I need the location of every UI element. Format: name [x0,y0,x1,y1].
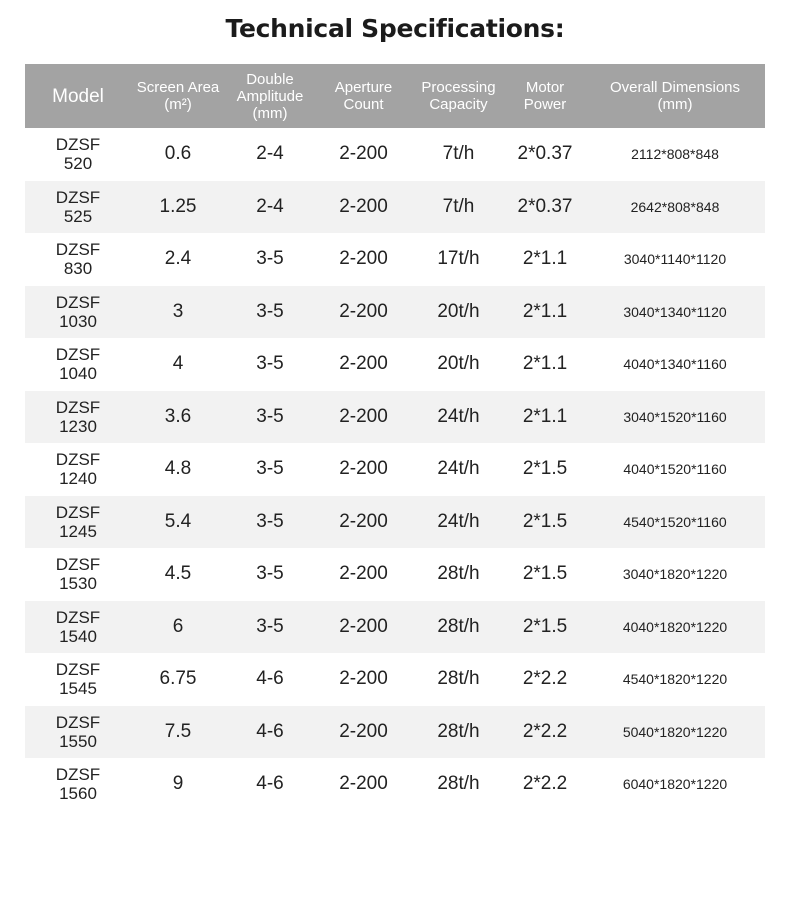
table-row [25,391,765,444]
cell-model [25,548,131,601]
cell-double-amplitude: 4-6 [225,706,315,759]
cell-processing-capacity: 28t/h [437,773,480,795]
cell-processing-capacity: 20t/h [437,353,480,375]
table-row [25,548,765,601]
header-line: Processing [421,79,496,96]
cell-screen-area: 3.6 [131,391,225,444]
model-line: DZSF [55,660,101,680]
cell-motor-power: 2*1.1 [522,248,568,270]
cell-double-amplitude: 3-5 [256,563,284,585]
model-line: 525 [63,206,93,226]
table-row [25,758,765,811]
cell-overall-dimensions: 3040*1340*1120 [585,286,765,339]
table-row [25,706,765,759]
cell-double-amplitude: 3-5 [256,248,284,270]
cell-double-amplitude: 3-5 [225,496,315,549]
model-line: DZSF [55,502,101,522]
cell-aperture-count: 2-200 [339,248,388,270]
cell-screen-area: 7.5 [131,706,225,759]
table-row [25,601,765,654]
model-line: 1545 [59,679,97,699]
cell-processing-capacity: 28t/h [437,563,480,585]
header-line: (mm) [252,104,288,122]
cell-double-amplitude: 2-4 [225,181,315,234]
model-line: DZSF [55,765,101,785]
header-line: (mm) [657,96,693,113]
col-header-motor-power [505,64,585,128]
cell-double-amplitude: 4-6 [256,773,284,795]
col-header-model [25,64,131,128]
cell-aperture-count: 2-200 [315,181,412,234]
cell-aperture-count: 2-200 [339,458,388,480]
cell-overall-dimensions: 3040*1520*1160 [585,391,765,444]
cell-double-amplitude: 3-5 [225,601,315,654]
header-row [25,64,765,128]
table-row [25,496,765,549]
header-line: Capacity [429,96,488,113]
model-line: 1040 [59,364,97,384]
cell-processing-capacity: 20t/h [412,286,505,339]
header-line: Aperture [334,79,393,96]
cell-motor-power: 2*1.1 [505,391,585,444]
model-line: DZSF [55,450,101,470]
col-header-double-amplitude [225,64,315,128]
cell-model [25,181,131,234]
cell-screen-area: 6 [131,601,225,654]
cell-processing-capacity: 24t/h [412,391,505,444]
cell-overall-dimensions: 3040*1140*1120 [623,251,727,268]
model-line: DZSF [55,397,101,417]
cell-aperture-count: 2-200 [315,286,412,339]
cell-processing-capacity: 28t/h [437,668,480,690]
header-line: Motor [525,79,565,96]
header-line: Overall Dimensions [609,79,741,96]
header-line: Screen Area [136,79,220,96]
col-header-aperture-count [315,64,412,128]
table-row [25,443,765,496]
table-row [25,286,765,339]
model-line: 520 [63,154,93,174]
model-line: 1550 [59,731,97,751]
cell-double-amplitude: 3-5 [256,353,284,375]
cell-screen-area: 1.25 [131,181,225,234]
cell-overall-dimensions: 6040*1820*1220 [622,776,728,793]
cell-model [25,758,131,811]
model-line: DZSF [55,607,101,627]
cell-screen-area: 5.4 [131,496,225,549]
cell-model [25,338,131,391]
header-line: Amplitude [236,87,304,105]
cell-overall-dimensions: 4540*1520*1160 [585,496,765,549]
cell-motor-power: 2*1.5 [522,458,568,480]
model-line: DZSF [55,345,101,365]
model-line: DZSF [55,240,101,260]
cell-model [25,233,131,286]
cell-overall-dimensions: 2642*808*848 [585,181,765,234]
cell-screen-area: 0.6 [164,143,192,165]
cell-double-amplitude: 3-5 [225,391,315,444]
model-line: DZSF [55,712,101,732]
model-line: 1245 [59,521,97,541]
model-line: DZSF [55,135,101,155]
col-header-overall-dimensions [585,64,765,128]
cell-motor-power: 2*1.5 [505,496,585,549]
cell-motor-power: 2*2.2 [505,706,585,759]
cell-aperture-count: 2-200 [339,353,388,375]
cell-processing-capacity: 7t/h [412,181,505,234]
cell-aperture-count: 2-200 [339,668,388,690]
table-row [25,181,765,234]
cell-model [25,286,131,339]
cell-aperture-count: 2-200 [315,601,412,654]
cell-overall-dimensions: 2112*808*848 [631,146,719,163]
model-line: 1030 [59,311,97,331]
cell-motor-power: 2*1.1 [505,286,585,339]
model-line: DZSF [55,555,101,575]
model-line: 1240 [59,469,97,489]
cell-processing-capacity: 24t/h [437,458,480,480]
cell-double-amplitude: 3-5 [225,286,315,339]
cell-screen-area: 4 [172,353,184,375]
model-line: DZSF [55,292,101,312]
cell-double-amplitude: 4-6 [256,668,284,690]
model-line: 1230 [59,416,97,436]
cell-model [25,601,131,654]
model-line: 1560 [59,784,97,804]
spec-table [25,64,765,811]
cell-processing-capacity: 7t/h [442,143,475,165]
cell-screen-area: 2.4 [164,248,192,270]
cell-model [25,443,131,496]
col-header-processing-capacity [412,64,505,128]
cell-model [25,391,131,444]
header-line: Count [343,96,384,113]
cell-aperture-count: 2-200 [339,773,388,795]
table-row [25,233,765,286]
spec-table-body [25,128,765,811]
model-line: 830 [63,259,93,279]
header-line: (m²) [164,96,192,113]
cell-motor-power: 2*0.37 [517,143,573,165]
model-line: 1530 [59,574,97,594]
cell-double-amplitude: 2-4 [256,143,284,165]
header-line: Model [52,85,104,107]
col-header-screen-area [131,64,225,128]
cell-screen-area: 4.5 [164,563,192,585]
cell-processing-capacity: 17t/h [437,248,480,270]
cell-model [25,496,131,549]
header-line: Double [246,70,294,88]
table-row [25,338,765,391]
cell-double-amplitude: 3-5 [256,458,284,480]
cell-overall-dimensions: 4040*1820*1220 [585,601,765,654]
header-line: Power [523,96,567,113]
page-title: Technical Specifications: [225,14,565,43]
cell-processing-capacity: 24t/h [412,496,505,549]
cell-model [25,128,131,181]
cell-screen-area: 9 [172,773,184,795]
model-line: DZSF [55,187,101,207]
cell-motor-power: 2*1.5 [505,601,585,654]
cell-motor-power: 2*0.37 [505,181,585,234]
cell-model [25,706,131,759]
cell-aperture-count: 2-200 [315,391,412,444]
cell-screen-area: 3 [131,286,225,339]
cell-screen-area: 6.75 [159,668,197,690]
cell-motor-power: 2*1.5 [522,563,568,585]
cell-motor-power: 2*1.1 [522,353,568,375]
cell-overall-dimensions: 4040*1340*1160 [623,356,727,373]
cell-overall-dimensions: 4040*1520*1160 [623,461,727,478]
cell-model [25,653,131,706]
cell-overall-dimensions: 5040*1820*1220 [585,706,765,759]
cell-processing-capacity: 28t/h [412,601,505,654]
cell-aperture-count: 2-200 [339,563,388,585]
cell-aperture-count: 2-200 [315,706,412,759]
cell-aperture-count: 2-200 [315,496,412,549]
cell-motor-power: 2*2.2 [522,773,568,795]
cell-processing-capacity: 28t/h [412,706,505,759]
cell-aperture-count: 2-200 [339,143,388,165]
cell-overall-dimensions: 3040*1820*1220 [622,566,728,583]
cell-screen-area: 4.8 [164,458,192,480]
cell-overall-dimensions: 4540*1820*1220 [622,671,728,688]
cell-motor-power: 2*2.2 [522,668,568,690]
model-line: 1540 [59,626,97,646]
table-row [25,653,765,706]
table-row [25,128,765,181]
